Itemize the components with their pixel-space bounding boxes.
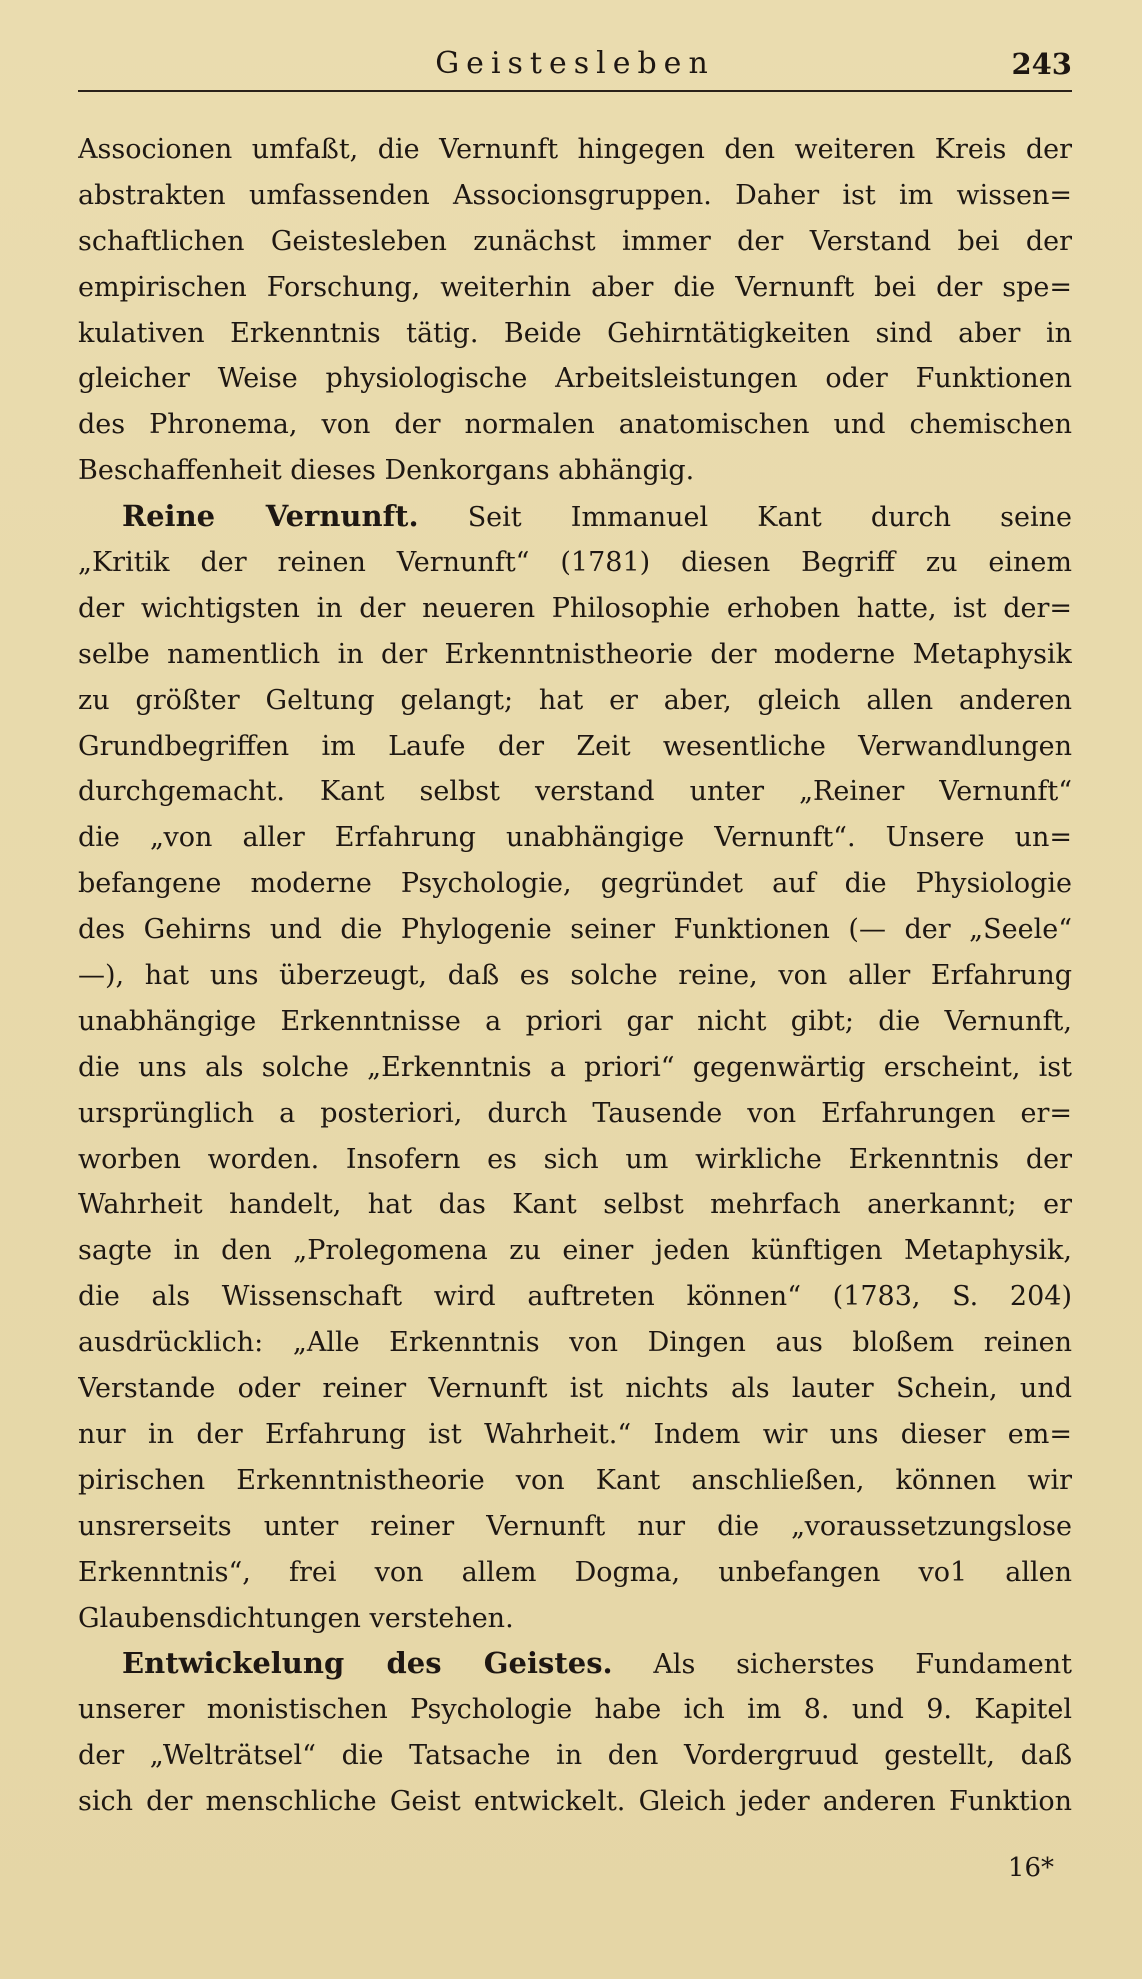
paragraph-first-line [78, 1641, 1072, 1687]
text-line: gleicher Weise physiologische Arbeitsleistungen oder Funktionen [78, 363, 1072, 395]
text-line: die „von aller Erfahrung unabhängige Vernunft“. Unsere un= [78, 822, 1072, 854]
running-title: Geistesleben [435, 46, 715, 81]
header-rule [78, 90, 1072, 92]
text-line: zu größter Geltung gelangt; hat er aber, gleich allen anderen [78, 684, 1072, 716]
text-line: Als sicherstes Fundament [653, 1649, 1072, 1681]
paragraph-first-line [78, 494, 1072, 540]
paragraph-entwickelung [78, 1687, 1072, 1825]
text-line: Erkenntnis“, frei von allem Dogma, unbefangen vo1 allen [78, 1556, 1072, 1588]
text-line: der „Welträtsel“ die Tatsache in den Vordergruud gestellt, daß [78, 1740, 1072, 1772]
text-line: befangene moderne Psychologie, gegründet auf die Physiologie [78, 868, 1072, 900]
text-line: selbe namentlich in der Erkenntnistheorie der moderne Metaphysik [78, 638, 1072, 670]
section-heading-entwickelung: Entwickelung des Geistes. [122, 1646, 613, 1681]
text-line: Wahrheit handelt, hat das Kant selbst mehrfach anerkannt; er [78, 1189, 1072, 1221]
text-line: unserer monistischen Psychologie habe ich im 8. und 9. Kapitel [78, 1694, 1072, 1726]
body-text [78, 127, 1072, 1825]
text-line: Verstande oder reiner Vernunft ist nichts als lauter Schein, und [78, 1373, 1072, 1405]
text-line: die uns als solche „Erkenntnis a priori“ gegenwärtig erscheint, ist [78, 1051, 1072, 1083]
text-line: des Gehirns und die Phylogenie seiner Funktionen (— der „Seele“ [78, 914, 1072, 946]
page-number: 243 [1011, 47, 1072, 81]
text-line: die als Wissenschaft wird auftreten können“ (1783, S. 204) [78, 1281, 1072, 1313]
text-line: kulativen Erkenntnis tätig. Beide Gehirntätigkeiten sind aber in [78, 317, 1072, 349]
text-line: schaftlichen Geistesleben zunächst immer der Verstand bei der [78, 225, 1072, 257]
text-line: Associonen umfaßt, die Vernunft hingegen den weiteren Kreis der [78, 134, 1072, 165]
text-line: Beschaffenheit dieses Denkorgans abhängig. [78, 455, 695, 487]
text-line: abstrakten umfassenden Associonsgruppen. Daher ist im wissen= [78, 179, 1072, 211]
printer-signature: 16* [1007, 1853, 1054, 1883]
text-line: sich der menschliche Geist entwickelt. Gleich jeder anderen Funktion [78, 1786, 1072, 1818]
section-heading-reine-vernunft: Reine Vernunft. [122, 499, 419, 534]
text-line: „Kritik der reinen Vernunft“ (1781) diesen Begriff zu einem [78, 547, 1072, 579]
text-line: sagte in den „Prolegomena zu einer jeden künftigen Metaphysik, [78, 1235, 1072, 1267]
text-line: empirischen Forschung, weiterhin aber die Vernunft bei der spe= [78, 271, 1072, 303]
text-line: ursprünglich a posteriori, durch Tausende von Erfahrungen er= [78, 1097, 1072, 1129]
text-line: Glaubensdichtungen verstehen. [78, 1602, 514, 1634]
text-line: pirischen Erkenntnistheorie von Kant anschließen, können wir [78, 1464, 1072, 1496]
text-line: ausdrücklich: „Alle Erkenntnis von Dingen aus bloßem reinen [78, 1327, 1072, 1359]
text-line: unabhängige Erkenntnisse a priori gar nicht gibt; die Vernunft, [78, 1005, 1072, 1037]
text-line: —), hat uns überzeugt, daß es solche reine, von aller Erfahrung [78, 960, 1072, 992]
intro-paragraph [78, 127, 1072, 494]
text-line: worben worden. Insofern es sich um wirkliche Erkenntnis der [78, 1143, 1072, 1175]
text-line: Grundbegriffen im Laufe der Zeit wesentliche Verwandlungen [78, 730, 1072, 762]
running-head [78, 40, 1072, 92]
text-line: des Phronema, von der normalen anatomischen und chemischen [78, 409, 1072, 441]
text-line: unsrerseits unter reiner Vernunft nur die „voraussetzungslose [78, 1510, 1072, 1542]
text-line: der wichtigsten in der neueren Philosophie erhoben hatte, ist der= [78, 592, 1072, 624]
text-line: Seit Immanuel Kant durch seine [467, 502, 1072, 534]
text-line: durchgemacht. Kant selbst verstand unter „Reiner Vernunft“ [78, 776, 1072, 808]
text-line: nur in der Erfahrung ist Wahrheit.“ Indem wir uns dieser em= [78, 1418, 1072, 1450]
paragraph-reine-vernunft [78, 540, 1072, 1641]
